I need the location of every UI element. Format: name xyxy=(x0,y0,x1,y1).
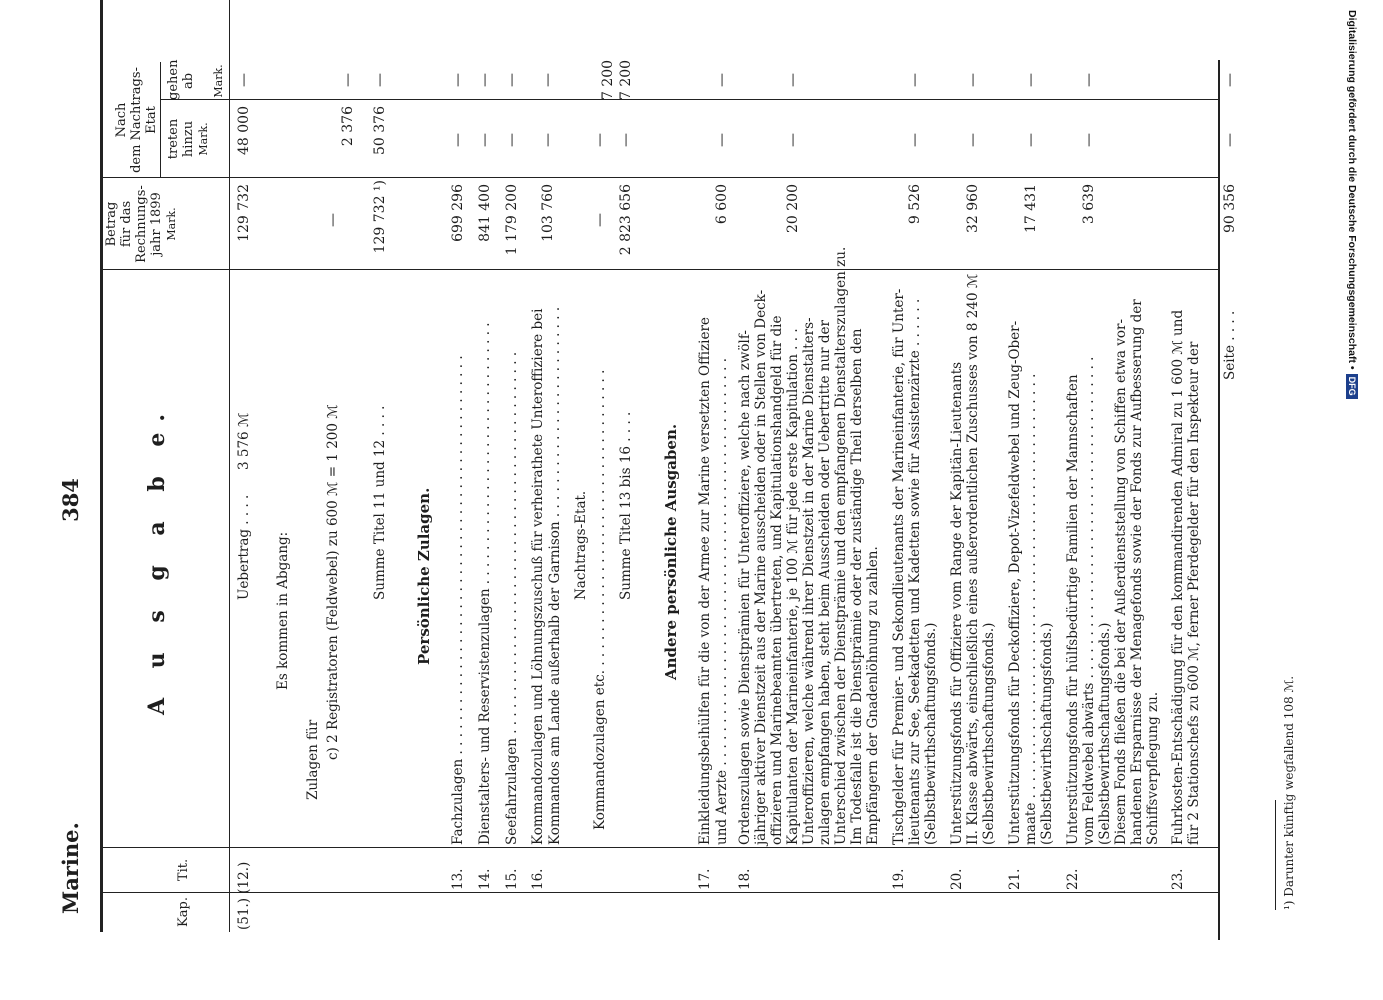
summe-11-12-betrag: 129 732 ¹) xyxy=(372,180,388,254)
row-16-text: Kommandozulagen und Löhnungszuschuß für verheirathete Unteroffiziere bei xyxy=(530,308,546,845)
registratoren-line: c) 2 Registratoren (Feldwebel) zu 600 ℳ = 1 200 ℳ xyxy=(325,404,341,760)
row-18-line-5: Unteroffizieren, welche während ihrer Dienstzeit in der Marine Dienstalters- xyxy=(801,317,817,845)
kommando-betrag: — xyxy=(592,213,608,227)
row-16-gehen: — xyxy=(540,73,556,87)
row-13-nr: 13. xyxy=(450,868,466,890)
row-15-text: Seefahrzulagen . . . . . . . . . . . . . . . . . . . . . . . . . . . . . . . . . . . . . . . . . . . . . xyxy=(504,351,520,845)
col-treten-head: treten hinzu Mark. xyxy=(166,118,210,160)
dfg-side-note xyxy=(1336,10,1358,990)
row-18-line-1: Ordenszulagen sowie Dienstprämien für Unteroffiziere, welche nach zwölf- xyxy=(737,330,753,845)
kommandozulagen-line: Kommandozulagen etc. . . . . . . . . . . . . . . . . . . . . . . . . . . . . . . . . . . . xyxy=(592,369,608,830)
row-20-line-2: II. Klasse abwärts, einschließlich eines außerordentlichen Zuschusses von 8 240 ℳ xyxy=(965,273,981,845)
col-rule-treten xyxy=(160,99,1218,100)
row-23-nr: 23. xyxy=(1170,868,1186,890)
row-22-line-2: vom Feldwebel abwärts . . . . . . . . . . . . . . . . . . . . . . . . . . . . . . . . . . . . . . xyxy=(1081,356,1097,845)
col-rule-tit xyxy=(100,847,1218,848)
row-17-line-2: und Aerzte . . . . . . . . . . . . . . . . . . . . . . . . . . . . . . . . . . . . . . . . . . . . . . . . xyxy=(714,357,730,845)
row-23-line-2: für 2 Stationschefs zu 600 ℳ, ferner Pferdegelder für den Inspekteur der xyxy=(1186,341,1202,845)
row-22-treten: — xyxy=(1081,133,1097,147)
kommando-gehen: 7 200 xyxy=(600,59,616,100)
col-kap-head: Kap. xyxy=(176,897,191,927)
row-19-line-1: Tischgelder für Premier- und Sekondlieutenants der Marineinfanterie, für Unter- xyxy=(891,288,907,845)
kap-tit-value: (51.) (12.) xyxy=(236,861,252,930)
summe-11-12-gehen: — xyxy=(372,73,388,87)
c-gehen: — xyxy=(340,73,356,87)
row-18-nr: 18. xyxy=(737,868,753,890)
row-17-treten: — xyxy=(714,133,730,147)
section-header: Marine. xyxy=(58,822,83,914)
row-14-nr: 14. xyxy=(477,868,493,890)
row-21-nr: 21. xyxy=(1007,868,1023,890)
uebertrag-treten: 48 000 xyxy=(236,106,252,155)
row-16-nr: 16. xyxy=(530,868,546,890)
row-22-line-6: Schiffsverpflegung zu. xyxy=(1145,691,1161,845)
row-21-betrag: 17 431 xyxy=(1023,184,1039,233)
col-betrag-head: Betrag für das Rechnungs- jahr 1899 Mark. xyxy=(104,185,178,263)
row-20-gehen: — xyxy=(965,73,981,87)
nachtrags-etat-heading: Nachtrags-Etat. xyxy=(573,490,589,600)
column-title: A u s g a b e. xyxy=(144,402,170,716)
abgang-heading: Es kommen in Abgang: xyxy=(275,531,291,690)
row-21-gehen: — xyxy=(1023,73,1039,87)
row-13-text: Fachzulagen . . . . . . . . . . . . . . . . . . . . . . . . . . . . . . . . . . . . . . . . . . . . . . . xyxy=(450,355,466,845)
summe-11-12-treten: 50 376 xyxy=(372,106,388,155)
row-14-gehen: — xyxy=(477,73,493,87)
c-betrag: — xyxy=(325,213,341,227)
row-14-betrag: 841 400 xyxy=(477,184,493,242)
summe-13-16-betrag: 2 823 656 xyxy=(618,184,634,256)
row-20-line-3: (Selbstbewirthschaftungsfonds.) xyxy=(981,622,997,845)
row-21-treten: — xyxy=(1023,133,1039,147)
col-tit-head: Tit. xyxy=(176,858,191,882)
header-rule xyxy=(229,0,230,932)
row-19-line-2: lieutenants zur See, Seekadetten und Kadetten sowie für Assistenzärzte . . . . . . xyxy=(907,298,923,845)
row-20-treten: — xyxy=(965,133,981,147)
summe-13-16-gehen: 7 200 xyxy=(618,59,634,100)
row-16-text-2: Kommandos am Lande außerhalb der Garnison . . . . . . . . . . . . . . . . . . . . . . . . . xyxy=(547,306,563,845)
footnote: ¹) Darunter künftig wegfallend 108 ℳ. xyxy=(1282,675,1296,910)
summe-11-12: Summe Titel 11 und 12 . . . . xyxy=(372,405,388,600)
footnote-rule xyxy=(1275,800,1276,910)
row-18-line-9: Empfängern der Gnadenlöhnung zu zahlen. xyxy=(865,546,881,845)
row-19-betrag: 9 526 xyxy=(907,184,923,225)
row-18-line-7: Unterschied zwischen der Dienstprämie und den empfangenen Dienstalterszulagen zu. xyxy=(833,246,849,845)
row-15-nr: 15. xyxy=(504,868,520,890)
row-20-nr: 20. xyxy=(949,868,965,890)
row-18-gehen: — xyxy=(785,73,801,87)
row-18-line-8: Im Todesfalle ist die Dienstprämie oder der zuständige Theil derselben den xyxy=(849,328,865,845)
row-16-betrag: 103 760 xyxy=(540,184,556,242)
page-number: 384 xyxy=(58,478,83,522)
row-17-line-1: Einkleidungsbeihülfen für die von der Armee zur Marine versetzten Offiziere xyxy=(697,317,713,845)
col-gehen-head: gehen ab Mark. xyxy=(166,59,225,100)
uebertrag-gehen: — xyxy=(236,73,252,87)
row-22-nr: 22. xyxy=(1065,868,1081,890)
row-22-line-4: Diesem Fonds fließen die bei der Außerdienststellung von Schiffen etwa vor- xyxy=(1113,318,1129,845)
row-15-treten: — xyxy=(504,133,520,147)
row-13-gehen: — xyxy=(450,73,466,87)
row-23-line-1: Fuhrkosten-Entschädigung für den kommandirenden Admiral zu 1 600 ℳ und xyxy=(1170,309,1186,845)
row-22-gehen: — xyxy=(1081,73,1097,87)
dfg-note-text: Digitalisierung gefördert durch die Deutsche Forschungsgemeinschaft • xyxy=(1346,10,1358,370)
uebertrag-amount: 3 576 ℳ xyxy=(236,412,252,470)
row-18-treten: — xyxy=(785,133,801,147)
row-20-line-1: Unterstützungsfonds für Offiziere vom Range der Kapitän-Lieutenants xyxy=(949,361,965,845)
kommando-treten: — xyxy=(592,133,608,147)
seite-gehen: — xyxy=(1222,73,1238,87)
row-19-gehen: — xyxy=(907,73,923,87)
row-14-treten: — xyxy=(477,133,493,147)
row-22-line-5: handenen Ersparnisse der Menagefonds sowie der Fonds zur Aufbesserung der xyxy=(1129,299,1145,845)
row-19-nr: 19. xyxy=(891,868,907,890)
row-18-betrag: 20 200 xyxy=(785,184,801,233)
row-22-line-1: Unterstützungsfonds für hülfsbedürftige Familien der Mannschaften xyxy=(1065,374,1081,845)
row-13-treten: — xyxy=(450,133,466,147)
row-15-gehen: — xyxy=(504,73,520,87)
row-13-betrag: 699 296 xyxy=(450,184,466,242)
row-18-line-3: offizieren und Marinebeamten übertreten, und Kapitulationshandgeld für die xyxy=(769,315,785,845)
summe-13-16-treten: — xyxy=(618,133,634,147)
top-rule xyxy=(100,0,103,932)
row-19-treten: — xyxy=(907,133,923,147)
col-nach-head: Nach dem Nachtrags-Etat xyxy=(114,67,159,173)
row-22-betrag: 3 639 xyxy=(1081,184,1097,225)
col-rule-text xyxy=(100,269,1218,270)
row-21-line-1: Unterstützungsfonds für Deckoffiziere, Depot-Vizefeldwebel und Zeug-Ober- xyxy=(1007,320,1023,845)
dfg-logo: DFG xyxy=(1346,374,1358,399)
uebertrag-betrag: 129 732 xyxy=(236,184,252,242)
row-18-line-4: Kapitulanten der Marineinfanterie, je 100 ℳ für jede erste Kapitulation . . . xyxy=(785,328,801,845)
row-15-betrag: 1 179 200 xyxy=(504,184,520,256)
row-20-betrag: 32 960 xyxy=(965,184,981,233)
bottom-rule xyxy=(1218,60,1220,940)
seite-betrag: 90 356 xyxy=(1222,184,1238,233)
row-17-betrag: 6 600 xyxy=(714,184,730,225)
row-18-line-6: zulagen empfangen haben, steht beim Ausscheiden oder Uebertritte nur der xyxy=(817,319,833,845)
row-17-nr: 17. xyxy=(697,868,713,890)
row-14-text: Dienstalters- und Reservistenzulagen . . . . . . . . . . . . . . . . . . . . . . . . . . . . . . . xyxy=(477,322,493,845)
persoenliche-zulagen-heading: Persönliche Zulagen. xyxy=(415,487,433,665)
row-22-line-3: (Selbstbewirthschaftungsfonds.) xyxy=(1097,622,1113,845)
row-18-line-2: jähriger aktiver Dienstzeit aus der Marine ausscheiden oder in Stellen von Deck- xyxy=(753,289,769,845)
col-rule-betrag xyxy=(100,177,1218,178)
uebertrag-label: Uebertrag . . . . xyxy=(236,494,252,600)
row-21-line-2: maate . . . . . . . . . . . . . . . . . . . . . . . . . . . . . . . . . . . . . . . . . . . . . . . . . . xyxy=(1023,373,1039,845)
row-19-line-3: (Selbstbewirthschaftungsfonds.) xyxy=(923,622,939,845)
seite-label: Seite . . . . xyxy=(1222,310,1238,380)
nach-subrule xyxy=(160,62,161,178)
row-16-treten: — xyxy=(540,133,556,147)
col-rule-kap xyxy=(100,892,1218,893)
row-17-gehen: — xyxy=(714,73,730,87)
summe-13-16: Summe Titel 13 bis 16 . . . . xyxy=(618,411,634,600)
c-treten: 2 376 xyxy=(340,106,356,147)
row-21-line-3: (Selbstbewirthschaftungsfonds.) xyxy=(1039,622,1055,845)
seite-treten: — xyxy=(1222,133,1238,147)
zulagen-fuer: Zulagen für xyxy=(305,719,321,800)
andere-ausgaben-heading: Andere persönliche Ausgaben. xyxy=(662,423,680,680)
